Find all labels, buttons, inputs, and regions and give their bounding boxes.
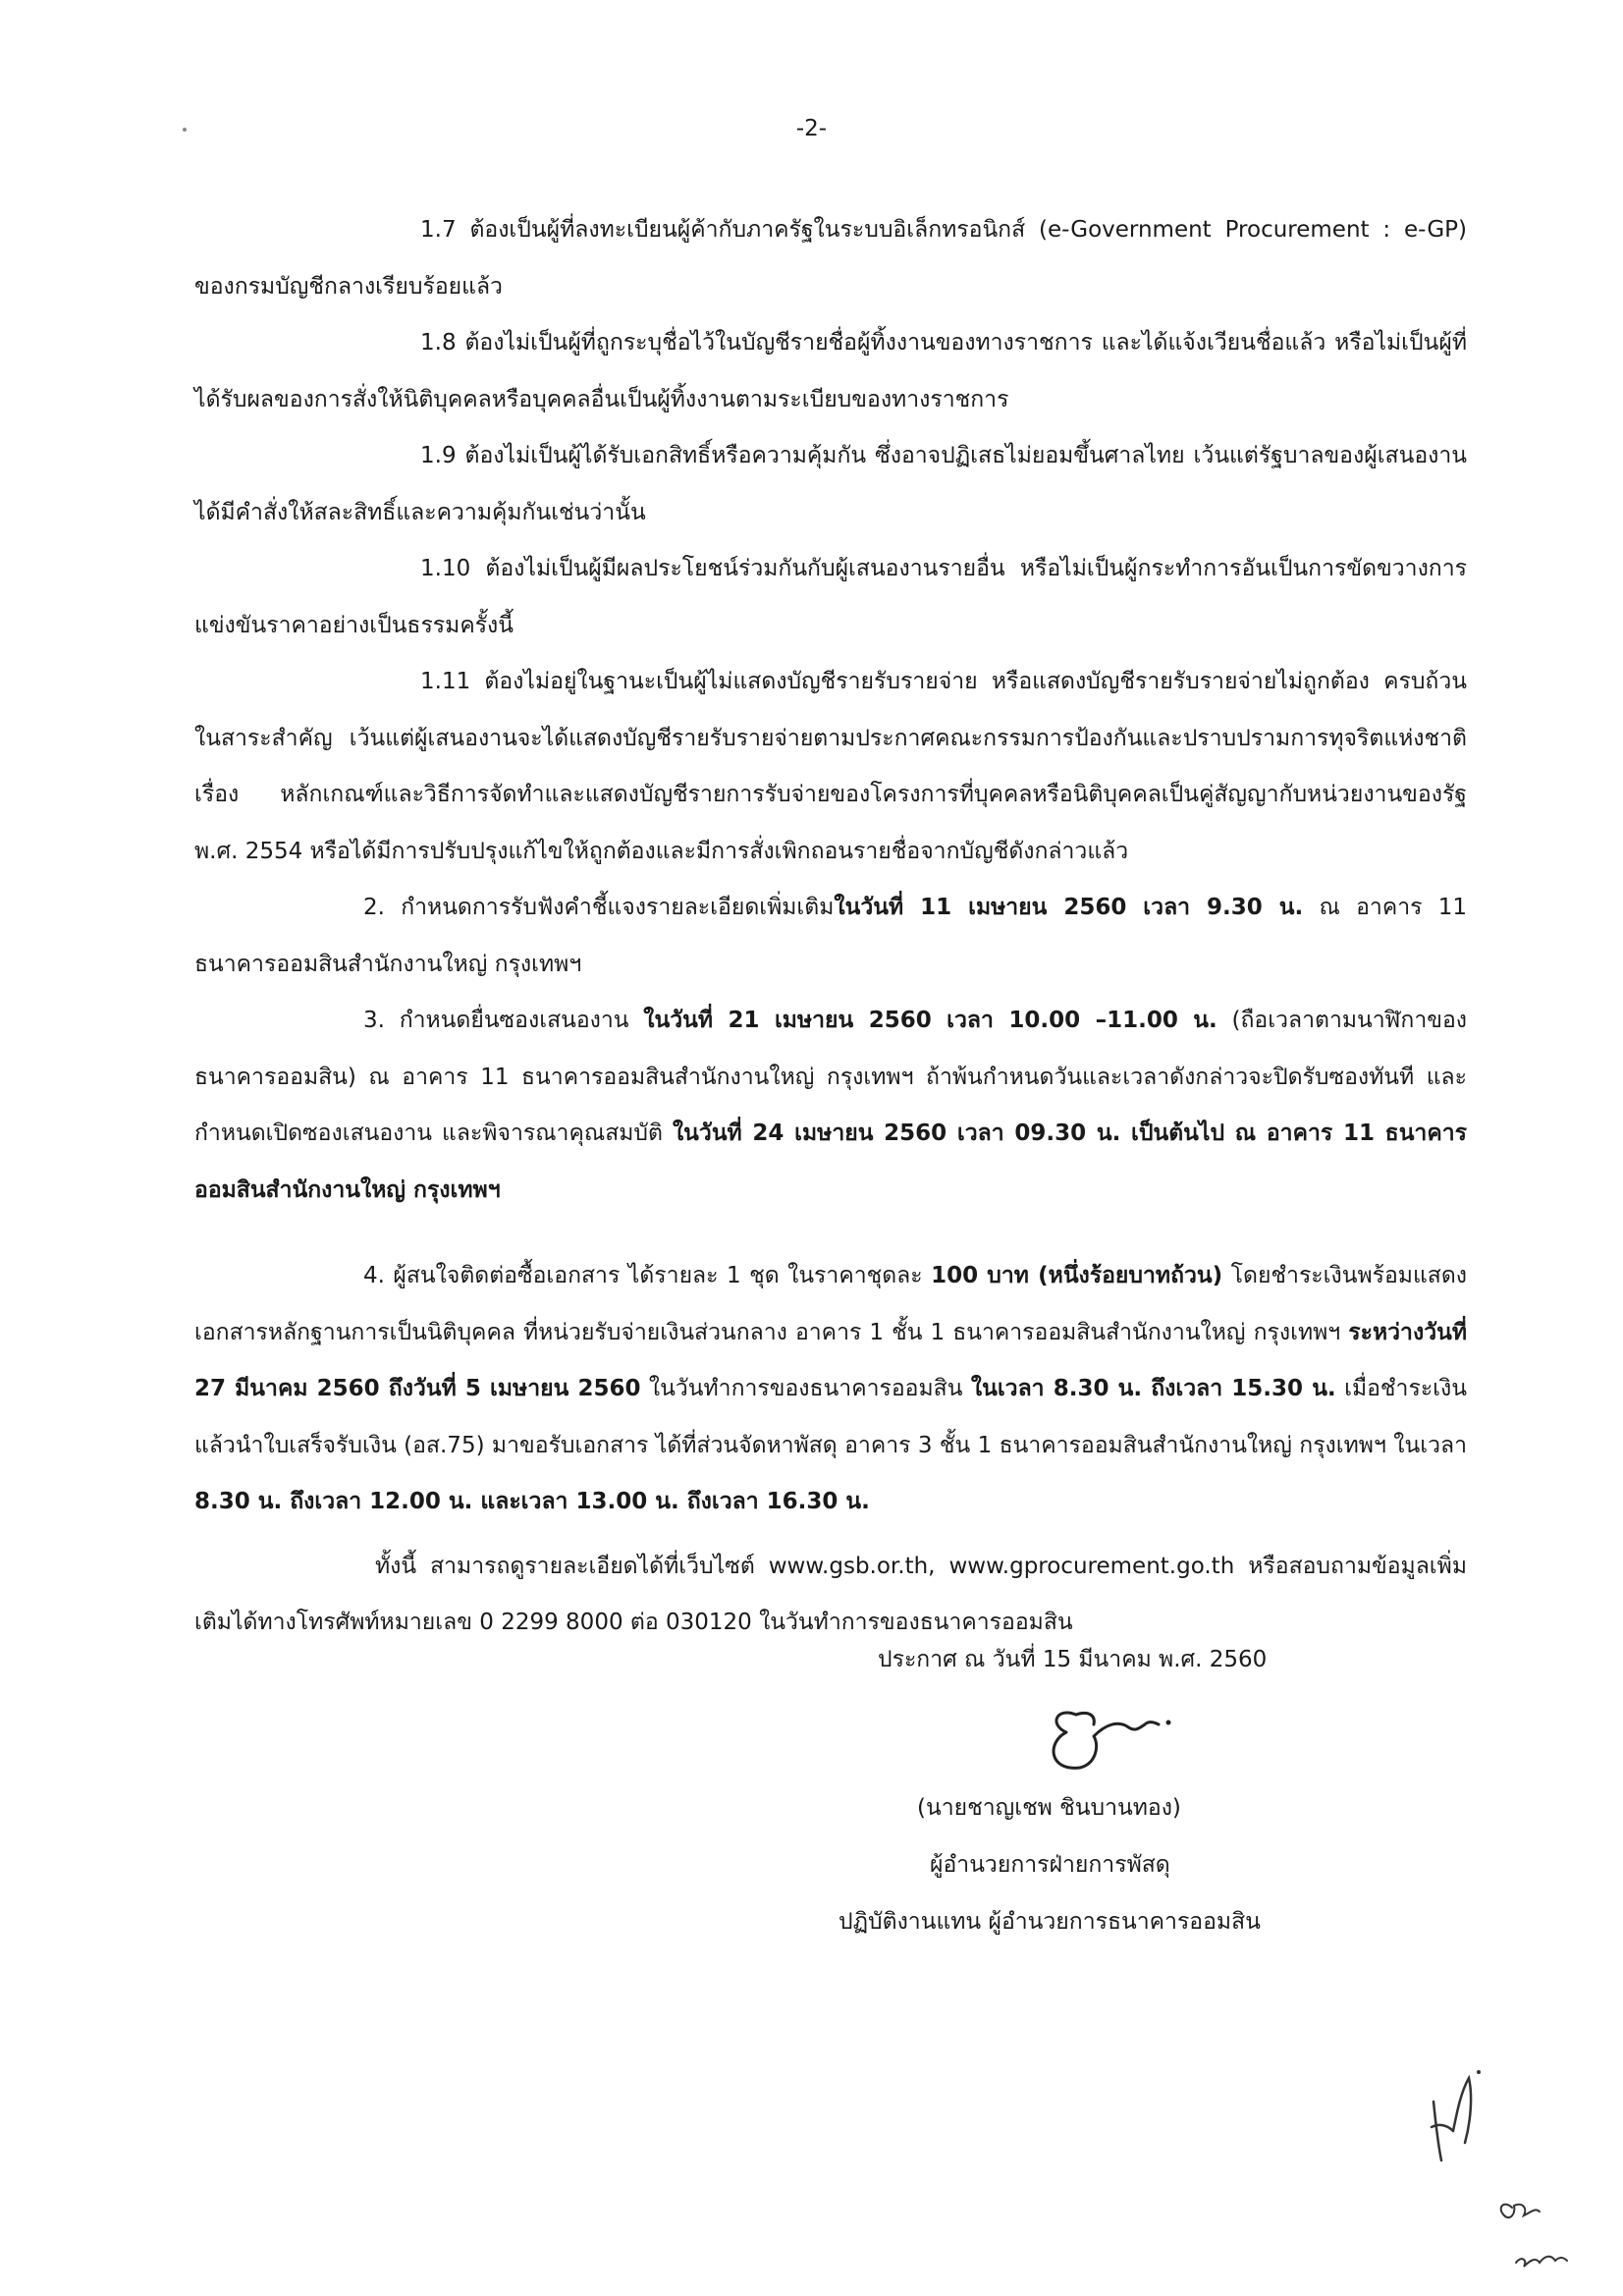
signatory-title: ผู้อำนวยการฝ่ายการพัสดุ [930, 1852, 1170, 1878]
text-run: 4. ผู้สนใจติดต่อซื้อเอกสาร ได้รายละ 1 ชุด ในราคาชุดละ [363, 1263, 932, 1288]
clause-1-11 [194, 654, 1467, 880]
text-run: 1.11 ต้องไม่อยู่ในฐานะเป็นผู้ไม่แสดงบัญชีรายรับรายจ่าย หรือแสดงบัญชีรายรับรายจ่ายไม่ถูกต้อง ครบถ้วนในสาระสำคัญ เว้นแต่ผู้เสนองานจะได้แสดงบัญชีรายรับรายจ่ายตามประกาศคณะกรรมการป้องกันและปราบปรามการทุจริตแห่งชาติ เรื่อง หลักเกณฑ์และวิธีการจัดทำและแสดงบัญชีรายการรับจ่ายของโครงการที่บุคคลหรือนิติบุคคลเป็นคู่สัญญากับหน่วยงานของรัฐ พ.ศ. 2554 หรือได้มีการปรับปรุงแก้ไขให้ถูกต้องและมีการสั่งเพิกถอนรายชื่อจากบัญชีดังกล่าวแล้ว [194, 669, 1467, 864]
initials-icon [1414, 2033, 1581, 2278]
bold-text-run: ในเวลา 8.30 น. ถึงเวลา 15.30 น. [970, 1376, 1336, 1401]
clause-1-10 [194, 541, 1467, 654]
bold-text-run: ระหว่างวันที่ 27 มีนาคม 2560 ถึงวันที่ 5 เมษายน 2560 [194, 1319, 1467, 1401]
text-run: 1.9 ต้องไม่เป็นผู้ได้รับเอกสิทธิ์หรือความคุ้มกัน ซึ่งอาจปฏิเสธไม่ยอมขึ้นศาลไทย เว้นแต่รัฐบาลของผู้เสนองานได้มีคำสั่งให้สละสิทธิ์และความคุ้มกันเช่นว่านั้น [194, 443, 1467, 525]
clause-2-clarification [194, 880, 1467, 993]
text-run: 2. กำหนดการรับฟังคำชี้แจงรายละเอียดเพิ่มเติม [363, 895, 835, 920]
text-run: โดยชำระเงินพร้อมแสดงเอกสารหลักฐานการเป็นนิติบุคคล ที่หน่วยรับจ่ายเงินส่วนกลาง อาคาร 1 ชั้น 1 ธนาคารออมสินสำนักงานใหญ่ กรุงเทพฯ [194, 1263, 1467, 1345]
bold-text-run: 8.30 น. ถึงเวลา 12.00 น. และเวลา 13.00 น. ถึงเวลา 16.30 น. [194, 1489, 870, 1514]
signature-icon [1037, 1685, 1184, 1783]
text-run: ทั้งนี้ สามารถดูรายละเอียดได้ที่เว็บไซต์ www.gsb.or.th, www.gprocurement.go.th หรือสอบถามข้อมูลเพิ่มเติมได้ทางโทรศัพท์หมายเลข 0 2299 8000 ต่อ 030120 ในวันทำการของธนาคารออมสิน [194, 1553, 1467, 1635]
bold-text-run: ในวันที่ 11 เมษายน 2560 เวลา 9.30 น. [834, 895, 1304, 920]
signatory-name: (นายชาญเชพ ชินบานทอง) [917, 1795, 1181, 1821]
text-run: (ถือเวลาตามนาฬิกาของธนาคารออมสิน) ณ อาคาร 11 ธนาคารออมสินสำนักงานใหญ่ กรุงเทพฯ ถ้าพ้นกำหนดวันและเวลาดังกล่าวจะปิดรับซองทันที และกำหนดเปิดซองเสนองาน และพิจารณาคุณสมบัติ [194, 1008, 1467, 1146]
text-run: เมื่อชำระเงินแล้วนำใบเสร็จรับเงิน (อส.75) มาขอรับเอกสาร ได้ที่ส่วนจัดหาพัสดุ อาคาร 3 ชั้น 1 ธนาคารออมสินสำนักงานใหญ่ กรุงเทพฯ ในเวลา [194, 1376, 1467, 1458]
contact-paragraph [194, 1539, 1467, 1652]
text-run: 1.8 ต้องไม่เป็นผู้ที่ถูกระบุชื่อไว้ในบัญชีรายชื่อผู้ทิ้งงานของทางราชการ และได้แจ้งเวียนชื่อแล้ว หรือไม่เป็นผู้ที่ได้รับผลของการสั่งให้นิติบุคคลหรือบุคคลอื่นเป็นผู้ทิ้งงานตามระเบียบของทางราชการ [194, 330, 1467, 412]
clause-1-7 [194, 202, 1467, 315]
text-run: ณ อาคาร 11 ธนาคารออมสินสำนักงานใหญ่ กรุงเทพฯ [194, 895, 1468, 977]
bold-text-run: 100 บาท (หนึ่งร้อยบาทถ้วน) [931, 1263, 1223, 1288]
bold-text-run: ในวันที่ 24 เมษายน 2560 เวลา 09.30 น. เป็นต้นไป ณ อาคาร 11 ธนาคารออมสินสำนักงานใหญ่ กรุงเทพฯ [194, 1121, 1467, 1203]
clause-1-8 [194, 315, 1467, 428]
clause-1-9 [194, 428, 1467, 541]
announcement-body [194, 202, 1467, 1652]
text-run: 1.7 ต้องเป็นผู้ที่ลงทะเบียนผู้ค้ากับภาครัฐในระบบอิเล็กทรอนิกส์ (e-Government Procurement : e-GP) ของกรมบัญชีกลางเรียบร้อยแล้ว [194, 217, 1467, 300]
signatory-acting: ปฏิบัติงานแทน ผู้อำนวยการธนาคารออมสิน [839, 1909, 1261, 1935]
clause-4-document-purchase [194, 1248, 1467, 1531]
text-run: ในวันทำการของธนาคารออมสิน [640, 1376, 971, 1401]
text-run: 1.10 ต้องไม่เป็นผู้มีผลประโยชน์ร่วมกันกับผู้เสนองานรายอื่น หรือไม่เป็นผู้กระทำการอันเป็นการขัดขวางการแข่งขันราคาอย่างเป็นธรรมครั้งนี้ [194, 556, 1467, 638]
page-number: -2- [795, 116, 828, 141]
clause-3-submission [194, 993, 1467, 1219]
announcement-date: ประกาศ ณ วันที่ 15 มีนาคม พ.ศ. 2560 [878, 1647, 1268, 1672]
text-run: 3. กำหนดยื่นซองเสนองาน [363, 1008, 644, 1033]
bold-text-run: ในวันที่ 21 เมษายน 2560 เวลา 10.00 –11.00 น. [643, 1008, 1217, 1033]
